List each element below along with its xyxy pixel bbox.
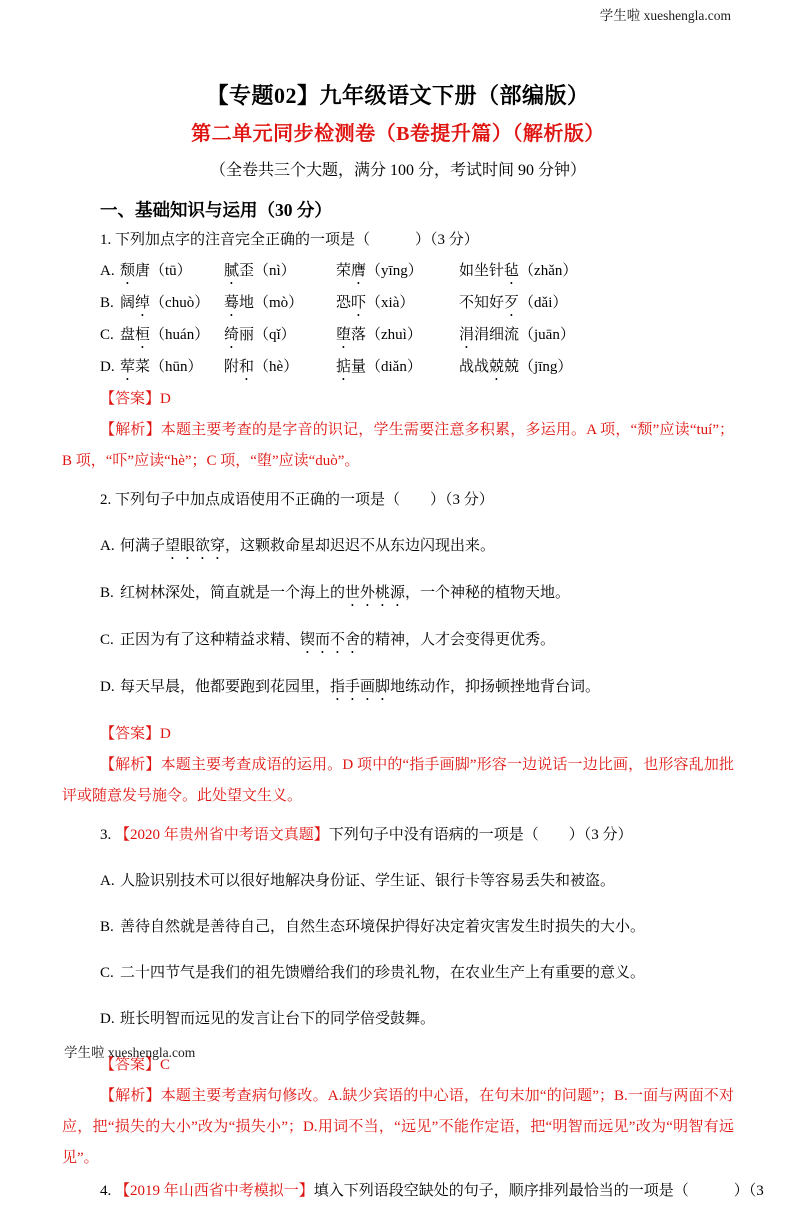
q1-b-word2 <box>224 288 336 320</box>
text-run: 不知好 <box>459 295 505 311</box>
q3-analysis: 【解析】本题主要考查病句修改。A.缺少宾语的中心语，在句末加“的问题”；B.一面与两面不对应，把“损失的大小”改为“损失小”；D.用词不当，“远见”不能作定语，把“明智而远见”改为“明智有远见”。 <box>62 1088 734 1166</box>
q3-source-tag: 【2020 年贵州省中考语文真题】 <box>115 827 329 843</box>
emphasized-text: 膺 <box>351 263 367 279</box>
emphasized-text: 吓 <box>351 295 367 311</box>
option-label: A. <box>100 538 115 554</box>
emphasized-text: 指手画脚 <box>330 679 391 695</box>
text-run: （hè） <box>254 359 299 375</box>
emphasized-text: 荤 <box>120 359 136 375</box>
emphasized-text: 毡 <box>504 263 520 279</box>
text-run: 唐（tū） <box>135 263 192 279</box>
option-label: C. <box>100 632 114 648</box>
q1-b-word3 <box>336 288 459 320</box>
text-run: 如坐针 <box>459 263 505 279</box>
option-label: D. <box>100 1011 115 1027</box>
emphasized-text: 绮 <box>224 327 240 343</box>
q1-c-word2 <box>224 320 336 352</box>
option-label: D. <box>100 679 115 695</box>
option-label: D. <box>100 359 115 375</box>
q4-stem-text: 填入下列语段空缺处的句子，顺序排列最恰当的一项是（ ）（3 <box>313 1183 764 1199</box>
q2-option-b <box>62 578 734 610</box>
q1-b-word4 <box>459 288 734 320</box>
text-run: 阔 <box>120 295 136 311</box>
text-run: 丽（qǐ） <box>239 327 296 343</box>
doc-title: 【专题02】九年级语文下册（部编版） <box>206 83 590 108</box>
q3-c-text: 二十四节气是我们的祖先馈赠给我们的珍贵礼物，在农业生产上有重要的意义。 <box>120 965 646 981</box>
q2-option-a <box>62 531 734 563</box>
q3-option-c <box>62 958 734 989</box>
emphasized-text: 桓 <box>135 327 151 343</box>
q3-option-b <box>62 912 734 943</box>
q1-c-word1 <box>120 320 224 352</box>
text-run: 地（mò） <box>239 295 304 311</box>
text-run: 恐 <box>336 295 352 311</box>
q1-option-row-d <box>62 352 734 384</box>
q4-stem <box>62 1176 764 1207</box>
text-run: 附 <box>224 359 240 375</box>
q1-d-word1 <box>120 352 224 384</box>
q3-stem-text: 下列句子中没有语病的一项是（ ）（3 分） <box>328 827 633 843</box>
emphasized-text: 蓦 <box>224 295 240 311</box>
q3-option-d <box>62 1004 734 1035</box>
text-run: 落（zhuì） <box>351 327 422 343</box>
option-label: A. <box>100 873 115 889</box>
section1-heading: 一、基础知识与运用（30 分） <box>100 200 332 220</box>
text-run: 菜（hūn） <box>135 359 203 375</box>
q1-stem: 1. 下列加点字的注音完全正确的一项是（ ）（3 分） <box>100 232 479 248</box>
option-label: C. <box>100 327 114 343</box>
q1-option-row-c <box>62 320 734 352</box>
q3-number: 3. <box>100 827 112 843</box>
text-run: 战战 <box>459 359 490 375</box>
emphasized-text: 和 <box>239 359 255 375</box>
q1-answer: 【答案】D <box>100 391 171 407</box>
emphasized-text: 颓 <box>120 263 136 279</box>
q1-option-row-b <box>62 288 734 320</box>
text-run: ，这颗救命星却迟迟不从东边闪现出来。 <box>225 538 496 554</box>
option-label: C. <box>100 965 114 981</box>
q2-c-text <box>120 632 555 648</box>
q1-analysis: 【解析】本题主要考查的是字音的识记，学生需要注意多积累，多运用。A 项，“颓”应读“tuí”；B 项，“吓”应读“hè”；C 项，“堕”应读“duò”。 <box>62 422 734 469</box>
q1-d-word4 <box>459 352 734 384</box>
text-run: 的精神，人才会变得更优秀。 <box>360 632 556 648</box>
q2-b-text <box>120 585 570 601</box>
option-label: B. <box>100 919 114 935</box>
emphasized-text: 歹 <box>504 295 520 311</box>
q1-d-word2 <box>224 352 336 384</box>
text-run: 荣 <box>336 263 352 279</box>
q1-a-word3 <box>336 256 459 288</box>
text-run: 每天早晨，他都要跑到花园里， <box>120 679 331 695</box>
q3-option-a <box>62 866 734 897</box>
q3-stem <box>62 820 734 851</box>
text-run: （xià） <box>366 295 415 311</box>
text-run: 何满子 <box>120 538 166 554</box>
emphasized-text: 锲而不舍 <box>300 632 361 648</box>
doc-subtitle: 第二单元同步检测卷（B卷提升篇）（解析版） <box>191 123 605 145</box>
emphasized-text: 兢 <box>489 359 505 375</box>
text-run: （yīng） <box>366 263 423 279</box>
text-run: ，一个神秘的植物天地。 <box>405 585 571 601</box>
text-run: （zhǎn） <box>519 263 578 279</box>
q1-a-word2 <box>224 256 336 288</box>
site-watermark-bottom: 学生啦 xueshengla.com <box>64 1045 196 1060</box>
q1-a-word4 <box>459 256 734 288</box>
q3-d-text: 班长明智而远见的发言让台下的同学倍受鼓舞。 <box>120 1011 436 1027</box>
q2-stem: 2. 下列句子中加点成语使用不正确的一项是（ ）（3 分） <box>100 492 494 508</box>
q4-source-tag: 【2019 年山西省中考模拟一】 <box>115 1183 314 1199</box>
q1-c-word4 <box>459 320 734 352</box>
text-run: 兢（jīng） <box>504 359 573 375</box>
option-label: A. <box>100 263 115 279</box>
text-run: （chuò） <box>150 295 210 311</box>
text-run: （huán） <box>150 327 210 343</box>
q2-analysis: 【解析】本题主要考查成语的运用。D 项中的“指手画脚”形容一边说话一边比画，也形容乱加批评或随意发号施令。此处望文生义。 <box>62 757 734 804</box>
q2-d-text <box>120 679 600 695</box>
q2-a-text <box>120 538 495 554</box>
emphasized-text: 腻 <box>224 263 240 279</box>
q4-number: 4. <box>100 1183 112 1199</box>
text-run: 红树林深处，简直就是一个海上的 <box>120 585 346 601</box>
emphasized-text: 绰 <box>135 295 151 311</box>
q1-a-word1 <box>120 256 224 288</box>
q3-b-text: 善待自然就是善待自己，自然生态环境保护得好决定着灾害发生时损失的大小。 <box>120 919 646 935</box>
q1-option-row-a <box>62 256 734 288</box>
q1-b-word1 <box>120 288 224 320</box>
text-run: （dǎi） <box>519 295 568 311</box>
q1-c-word3 <box>336 320 459 352</box>
document-content <box>62 82 764 1207</box>
emphasized-text: 涓 <box>459 327 475 343</box>
q2-answer: 【答案】D <box>100 726 171 742</box>
emphasized-text: 堕 <box>336 327 352 343</box>
q2-option-c <box>62 625 734 657</box>
text-run: 盘 <box>120 327 136 343</box>
text-run: 歪（nì） <box>239 263 296 279</box>
option-label: B. <box>100 585 114 601</box>
q3-a-text: 人脸识别技术可以很好地解决身份证、学生证、银行卡等容易丢失和被盗。 <box>120 873 616 889</box>
exam-info: （全卷共三个大题，满分 100 分，考试时间 90 分钟） <box>209 162 586 179</box>
option-label: B. <box>100 295 114 311</box>
text-run: 涓细流（juān） <box>474 327 575 343</box>
site-watermark-top: 学生啦 xueshengla.com <box>599 8 731 23</box>
emphasized-text: 世外桃源 <box>345 585 406 601</box>
emphasized-text: 望眼欲穿 <box>165 538 226 554</box>
emphasized-text: 掂 <box>336 359 352 375</box>
text-run: 正因为有了这种精益求精、 <box>120 632 301 648</box>
q2-option-d <box>62 672 734 704</box>
q3-answer: 【答案】C <box>100 1057 171 1073</box>
q1-d-word3 <box>336 352 459 384</box>
text-run: 量（diǎn） <box>351 359 422 375</box>
text-run: 地练动作，抑扬顿挫地背台词。 <box>390 679 601 695</box>
